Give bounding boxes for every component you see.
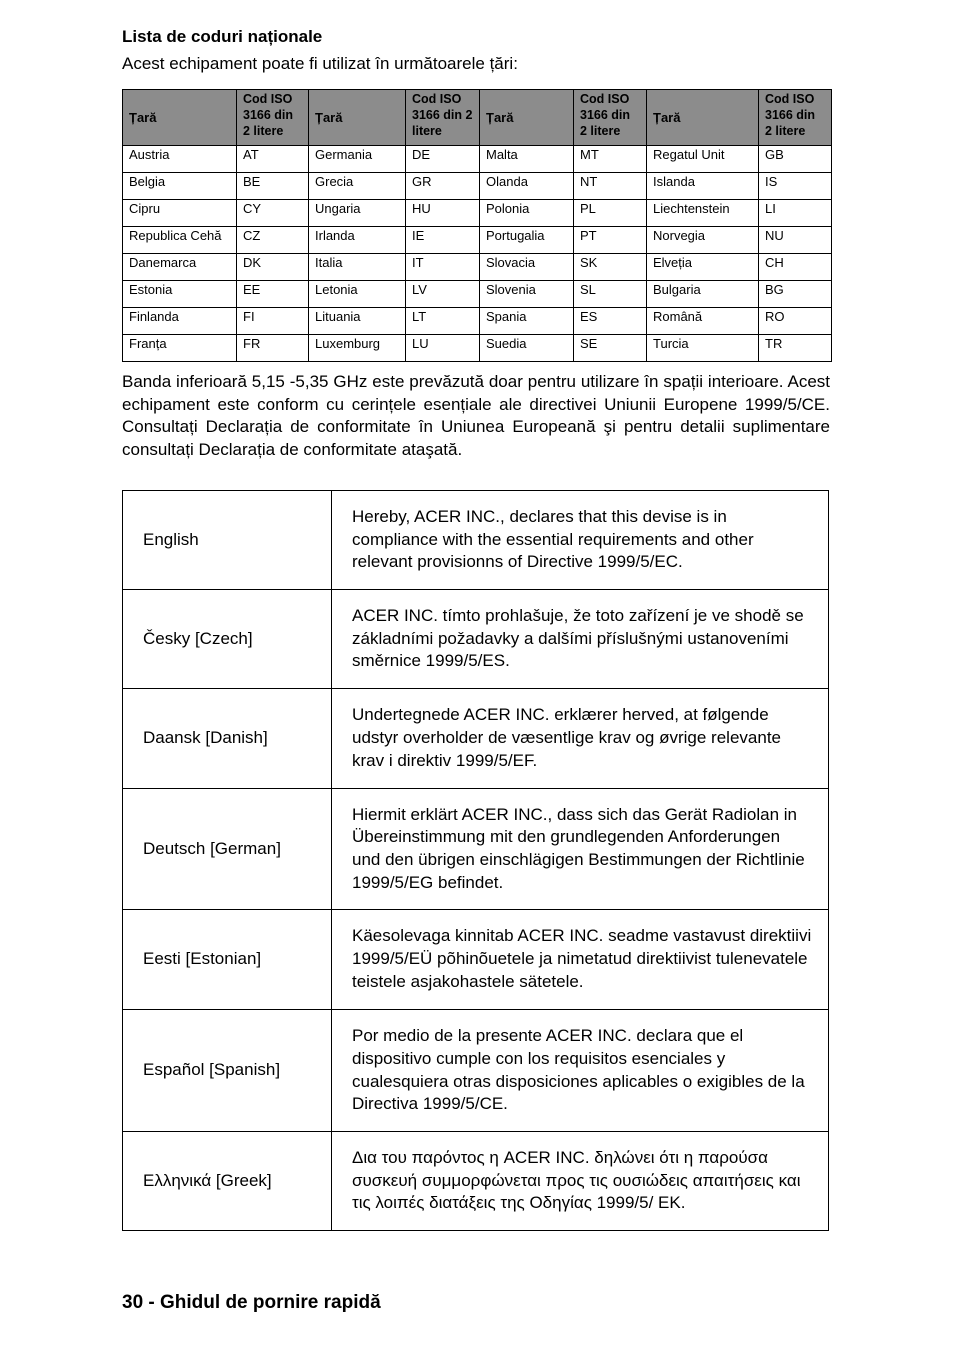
table-row bbox=[123, 173, 832, 200]
declaration-text-cell: ACER INC. tímto prohlašuje, že toto zařízení je ve shodě se základními požadavky a dalšími příslušnými ustanoveními směrnice 1999/5/ES. bbox=[332, 590, 829, 689]
table-row bbox=[123, 254, 832, 281]
country-cell: Portugalia bbox=[480, 227, 574, 254]
country-cell: Malta bbox=[480, 146, 574, 173]
table-row bbox=[123, 227, 832, 254]
iso-code-cell: BG bbox=[759, 281, 832, 308]
language-cell: Ελληνικά [Greek] bbox=[123, 1132, 332, 1231]
country-cell: Danemarca bbox=[123, 254, 237, 281]
declaration-row bbox=[123, 1132, 829, 1231]
country-cell: Italia bbox=[309, 254, 406, 281]
iso-code-cell: AT bbox=[237, 146, 309, 173]
declaration-row bbox=[123, 789, 829, 910]
country-cell: Republica Cehă bbox=[123, 227, 237, 254]
column-header: Cod ISO 3166 din 2 litere bbox=[237, 90, 309, 146]
iso-code-cell: FI bbox=[237, 308, 309, 335]
iso-code-cell: SL bbox=[574, 281, 647, 308]
iso-code-cell: SE bbox=[574, 335, 647, 362]
declaration-text-cell: Hiermit erklärt ACER INC., dass sich das Gerät Radiolan in Übereinstimmung mit den grundlegenden Anforderungen und den übrigen einschlägigen Bestimmungen der Richtlinie 1999/5/EG befindet. bbox=[332, 789, 829, 910]
declaration-text-cell: Käesolevaga kinnitab ACER INC. seadme vastavust direktiivi 1999/5/EÜ põhinõuetele ja nimetatud direktiivist tulenevatele teistele asjakohastele sätetele. bbox=[332, 910, 829, 1010]
declaration-text-cell: Por medio de la presente ACER INC. declara que el dispositivo cumple con los requisitos esenciales y cualesquiera otras disposiciones aplicables o exigibles de la Directiva 1999/5/CE. bbox=[332, 1010, 829, 1132]
iso-code-cell: EE bbox=[237, 281, 309, 308]
iso-code-cell: BE bbox=[237, 173, 309, 200]
iso-code-cell: IS bbox=[759, 173, 832, 200]
declaration-table bbox=[122, 490, 829, 1231]
country-cell: Lituania bbox=[309, 308, 406, 335]
country-cell: Belgia bbox=[123, 173, 237, 200]
table-row bbox=[123, 335, 832, 362]
country-cell: Polonia bbox=[480, 200, 574, 227]
iso-code-cell: NT bbox=[574, 173, 647, 200]
language-cell: Deutsch [German] bbox=[123, 789, 332, 910]
iso-code-cell: GB bbox=[759, 146, 832, 173]
iso-code-cell: CZ bbox=[237, 227, 309, 254]
country-cell: Română bbox=[647, 308, 759, 335]
iso-code-cell: HU bbox=[406, 200, 480, 227]
table-row bbox=[123, 281, 832, 308]
language-cell: Eesti [Estonian] bbox=[123, 910, 332, 1010]
iso-code-cell: PL bbox=[574, 200, 647, 227]
country-cell: Turcia bbox=[647, 335, 759, 362]
declaration-row bbox=[123, 910, 829, 1010]
declaration-row bbox=[123, 590, 829, 689]
column-header: Țară bbox=[309, 90, 406, 146]
table-header-row bbox=[123, 90, 832, 146]
language-cell: Česky [Czech] bbox=[123, 590, 332, 689]
column-header: Țară bbox=[647, 90, 759, 146]
intro-text: Acest echipament poate fi utilizat în următoarele țări: bbox=[122, 54, 518, 73]
iso-code-cell: PT bbox=[574, 227, 647, 254]
declaration-row bbox=[123, 689, 829, 789]
iso-code-cell: RO bbox=[759, 308, 832, 335]
iso-code-cell: IE bbox=[406, 227, 480, 254]
country-code-table bbox=[122, 89, 832, 362]
country-cell: Estonia bbox=[123, 281, 237, 308]
country-cell: Islanda bbox=[647, 173, 759, 200]
column-header: Cod ISO 3166 din 2 litere bbox=[406, 90, 480, 146]
iso-code-cell: MT bbox=[574, 146, 647, 173]
language-cell: Daansk [Danish] bbox=[123, 689, 332, 789]
iso-code-cell: FR bbox=[237, 335, 309, 362]
iso-code-cell: LV bbox=[406, 281, 480, 308]
iso-code-cell: IT bbox=[406, 254, 480, 281]
country-cell: Ungaria bbox=[309, 200, 406, 227]
iso-code-cell: LI bbox=[759, 200, 832, 227]
country-cell: Finlanda bbox=[123, 308, 237, 335]
table-row bbox=[123, 146, 832, 173]
country-cell: Spania bbox=[480, 308, 574, 335]
country-cell: Suedia bbox=[480, 335, 574, 362]
country-cell: Irlanda bbox=[309, 227, 406, 254]
compliance-paragraph: Banda inferioară 5,15 -5,35 GHz este prevăzută doar pentru utilizare în spații interioare. Acest echipament este conform cu cerințele esențiale ale directivei Uniunii Europene 1999/5/CE. Consultați Declarația de conformitate în Uniunea Europeană şi pentru detalii suplimentare consultați Declarația de conformitate ataşată. bbox=[122, 372, 830, 460]
iso-code-cell: LU bbox=[406, 335, 480, 362]
column-header: Cod ISO 3166 din 2 litere bbox=[759, 90, 832, 146]
iso-code-cell: CY bbox=[237, 200, 309, 227]
column-header: Țară bbox=[123, 90, 237, 146]
country-cell: Regatul Unit bbox=[647, 146, 759, 173]
country-cell: Liechtenstein bbox=[647, 200, 759, 227]
country-cell: Germania bbox=[309, 146, 406, 173]
language-cell: English bbox=[123, 491, 332, 590]
iso-code-cell: SK bbox=[574, 254, 647, 281]
country-cell: Luxemburg bbox=[309, 335, 406, 362]
page-footer: 30 - Ghidul de pornire rapidă bbox=[122, 1292, 381, 1313]
column-header: Țară bbox=[480, 90, 574, 146]
country-cell: Slovacia bbox=[480, 254, 574, 281]
iso-code-cell: ES bbox=[574, 308, 647, 335]
country-cell: Slovenia bbox=[480, 281, 574, 308]
table-row bbox=[123, 308, 832, 335]
country-cell: Bulgaria bbox=[647, 281, 759, 308]
declaration-text-cell: Undertegnede ACER INC. erklærer herved, at følgende udstyr overholder de væsentlige krav og øvrige relevante krav i direktiv 1999/5/EF. bbox=[332, 689, 829, 789]
iso-code-cell: DE bbox=[406, 146, 480, 173]
column-header: Cod ISO 3166 din 2 litere bbox=[574, 90, 647, 146]
country-cell: Norvegia bbox=[647, 227, 759, 254]
language-cell: Español [Spanish] bbox=[123, 1010, 332, 1132]
country-cell: Austria bbox=[123, 146, 237, 173]
country-cell: Cipru bbox=[123, 200, 237, 227]
iso-code-cell: NU bbox=[759, 227, 832, 254]
iso-code-cell: GR bbox=[406, 173, 480, 200]
iso-code-cell: LT bbox=[406, 308, 480, 335]
declaration-text-cell: Δια του παρόντος η ACER INC. δηλώνει ότι η παρούσα συσκευή συμμορφώνεται προς τις ουσιώδεις απαιτήσεις και τις λοιπές διατάξεις της Οδηγίας 1999/5/ ΕΚ. bbox=[332, 1132, 829, 1231]
iso-code-cell: DK bbox=[237, 254, 309, 281]
page-heading: Lista de coduri naționale bbox=[122, 27, 323, 46]
iso-code-cell: CH bbox=[759, 254, 832, 281]
declaration-row bbox=[123, 1010, 829, 1132]
declaration-text-cell: Hereby, ACER INC., declares that this devise is in compliance with the essential requirements and other relevant provisionns of Directive 1999/5/EC. bbox=[332, 491, 829, 590]
table-row bbox=[123, 200, 832, 227]
country-cell: Grecia bbox=[309, 173, 406, 200]
country-cell: Elveția bbox=[647, 254, 759, 281]
iso-code-cell: TR bbox=[759, 335, 832, 362]
country-cell: Letonia bbox=[309, 281, 406, 308]
country-cell: Franța bbox=[123, 335, 237, 362]
country-cell: Olanda bbox=[480, 173, 574, 200]
declaration-row bbox=[123, 491, 829, 590]
